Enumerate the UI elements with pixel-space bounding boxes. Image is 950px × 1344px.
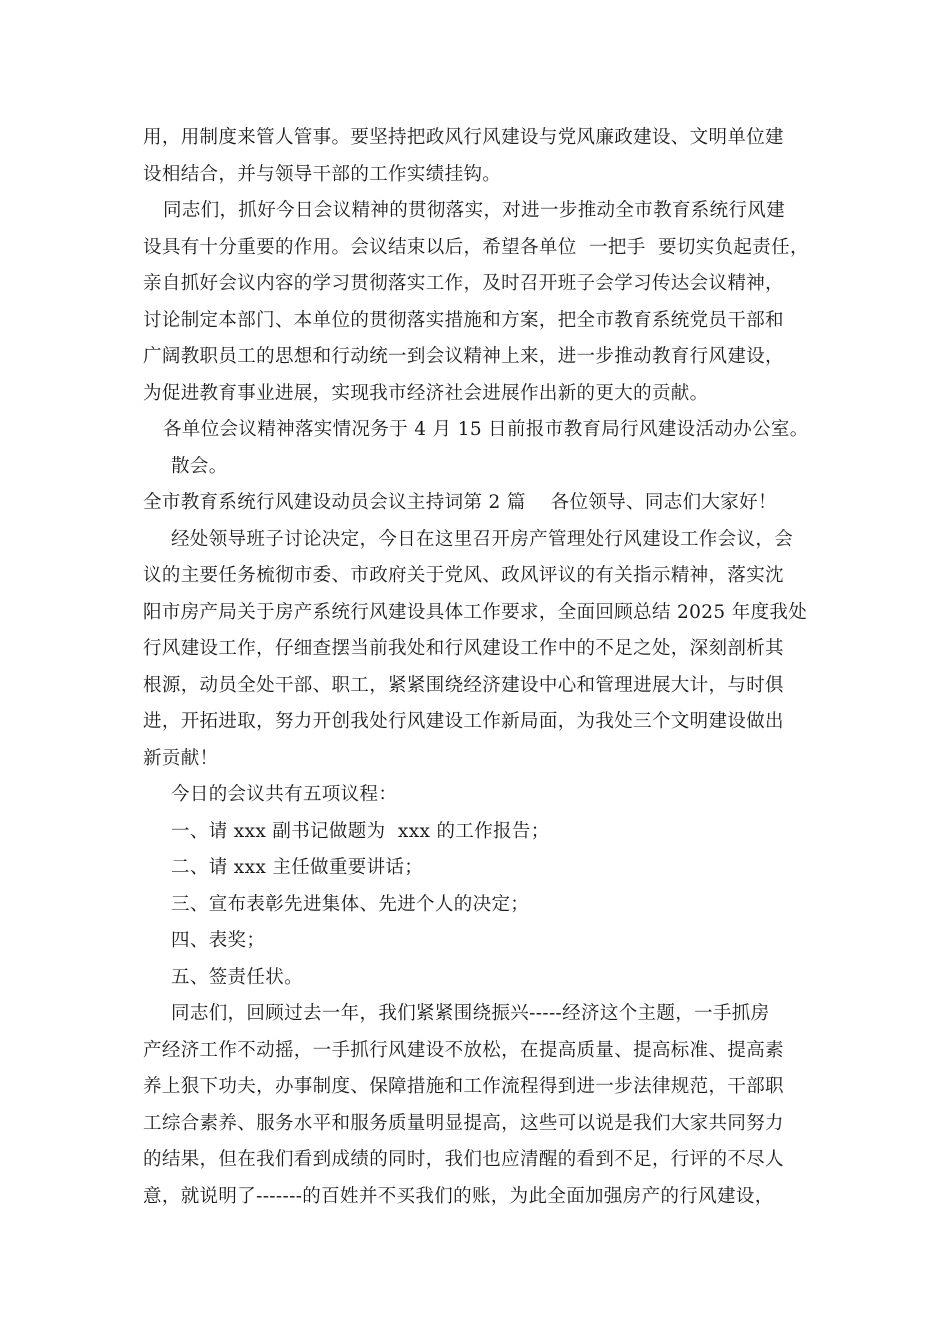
text-line: 意，就说明了-------的百姓并不买我们的账，为此全面加强房产的行风建设， [143,1185,774,1207]
text-line: 进，开拓进取，努力开创我处行风建设工作新局面，为我处三个文明建设做出 [143,711,784,732]
agenda-item: 五、签责任状。 [171,966,303,988]
agenda-item: 四、表奖； [171,930,266,951]
text-line: 阳市房产局关于房产系统行风建设具体工作要求，全面回顾总结 2025 年度我处 [143,601,808,623]
text-line: 各单位会议精神落实情况务于 4 月 15 日前报市教育局行风建设活动办公室。 [163,419,809,440]
text-line: 设相结合，并与领导干部的工作实绩挂钩。 [143,163,502,185]
text-line: 散会。 [171,455,228,477]
text-line: 养上狠下功夫，办事制度、保障措施和工作流程得到进一步法律规范，干部职 [143,1076,784,1097]
text-line: 亲自抓好会议内容的学习贯彻落实工作，及时召开班子会学习传达会议精神， [143,273,784,294]
document-body [143,120,809,1215]
text-line: 广阔教职员工的思想和行动统一到会议精神上来，进一步推动教育行风建设， [143,346,784,367]
agenda-item: 一、请 xxx 副书记做题为 xxx 的工作报告； [171,820,550,842]
text-line: 为促进教育事业进展，实现我市经济社会进展作出新的更大的贡献。 [143,382,709,404]
text-line: 设具有十分重要的作用。会议结束以后，希望各单位 一把手 要切实负起责任， [143,236,809,258]
text-line: 行风建设工作，仔细查摆当前我处和行风建设工作中的不足之处，深刻剖析其 [143,638,784,659]
text-line: 同志们，抓好今日会议精神的贯彻落实，对进一步推动全市教育系统行风建 [163,200,786,221]
text-line: 同志们，回顾过去一年，我们紧紧围绕振兴-----经济这个主题，一手抓房 [171,1003,770,1024]
text-line: 经处领导班子讨论决定，今日在这里召开房产管理处行风建设工作会议，会 [171,528,794,550]
text-line: 工综合素养、服务水平和服务质量明显提高，这些可以说是我们大家共同努力 [143,1112,784,1134]
agenda-item: 三、宣布表彰先进集体、先进个人的决定； [171,893,530,915]
text-line: 产经济工作不动摇，一手抓行风建设不放松，在提高质量、提高标准、提高素 [143,1039,784,1061]
text-line: 议的主要任务梳彻市委、市政府关于党风、政风评议的有关指示精神，落实沈 [143,565,784,586]
text-line: 的结果，但在我们看到成绩的同时，我们也应清醒的看到不足，行评的不尽人 [143,1149,784,1170]
text-line: 根源，动员全处干部、职工，紧紧围绕经济建设中心和管理进展大计，与时俱 [143,674,784,696]
text-line: 讨论制定本部门、本单位的贯彻落实措施和方案，把全市教育系统党员干部和 [143,309,784,331]
text-line: 新贡献！ [143,747,219,769]
section-heading: 全市教育系统行风建设动员会议主持词第 2 篇 各位领导、同志们大家好！ [143,492,777,513]
text-line: 今日的会议共有五项议程： [171,784,398,805]
agenda-item: 二、请 xxx 主任做重要讲话； [171,857,424,878]
text-line: 用，用制度来管人管事。要坚持把政风行风建设与党风廉政建设、文明单位建 [143,127,784,148]
